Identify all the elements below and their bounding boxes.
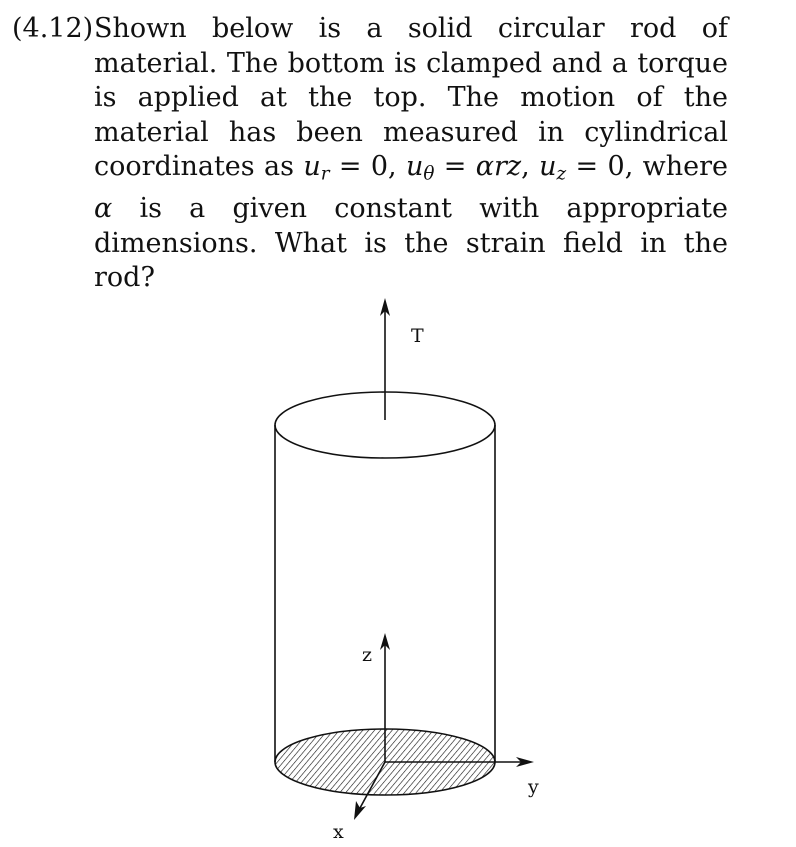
x-axis-arrow — [354, 762, 385, 820]
torque-arrow-head — [380, 298, 390, 316]
problem-text — [94, 12, 728, 296]
x-axis-label: x — [333, 821, 344, 843]
equals-zero-where: = 0, where — [566, 151, 729, 182]
clamped-base — [270, 725, 500, 800]
comma-separator: , — [521, 151, 540, 182]
y-axis-arrow — [385, 757, 534, 767]
y-axis-label: y — [528, 776, 539, 798]
x-axis-shaft — [360, 762, 385, 808]
subscript-theta: θ — [423, 163, 435, 185]
problem-text-part-2: is a given constant with appropriate dimensions. What is the strain field in the rod? — [94, 193, 728, 294]
equals-sign: = — [434, 151, 476, 182]
x-axis-head — [354, 801, 366, 820]
alpha-symbol: α — [94, 193, 113, 225]
cylinder-top-ellipse — [275, 392, 495, 458]
cylinder-bottom-ellipse — [275, 729, 495, 795]
subscript-z: z — [556, 163, 567, 185]
alpha-rz-expression: αrz — [475, 151, 522, 182]
z-axis-arrow — [380, 633, 390, 762]
u-symbol: u — [539, 151, 557, 182]
u-symbol: u — [405, 151, 424, 182]
u-r-symbol — [303, 151, 330, 185]
torque-label: T — [411, 325, 424, 347]
z-axis-label: z — [362, 644, 373, 666]
problem-text-part-1: Shown below is a solid circular rod of material. The bottom is clamped and a torque is applied at the top. The motion of the material has been measured in cylindrical coordinates as — [94, 13, 728, 182]
clamped-base-hatching — [270, 725, 500, 800]
z-axis-head — [380, 633, 390, 650]
u-z-symbol — [539, 151, 567, 185]
u-theta-symbol — [405, 151, 435, 185]
problem-number: (4.12) — [12, 13, 94, 44]
y-axis-head — [516, 757, 534, 767]
equals-zero-1: = 0, — [329, 151, 406, 182]
problem-statement — [12, 12, 728, 296]
subscript-r: r — [320, 163, 330, 185]
u-symbol: u — [303, 151, 321, 182]
torque-arrow — [380, 298, 390, 420]
